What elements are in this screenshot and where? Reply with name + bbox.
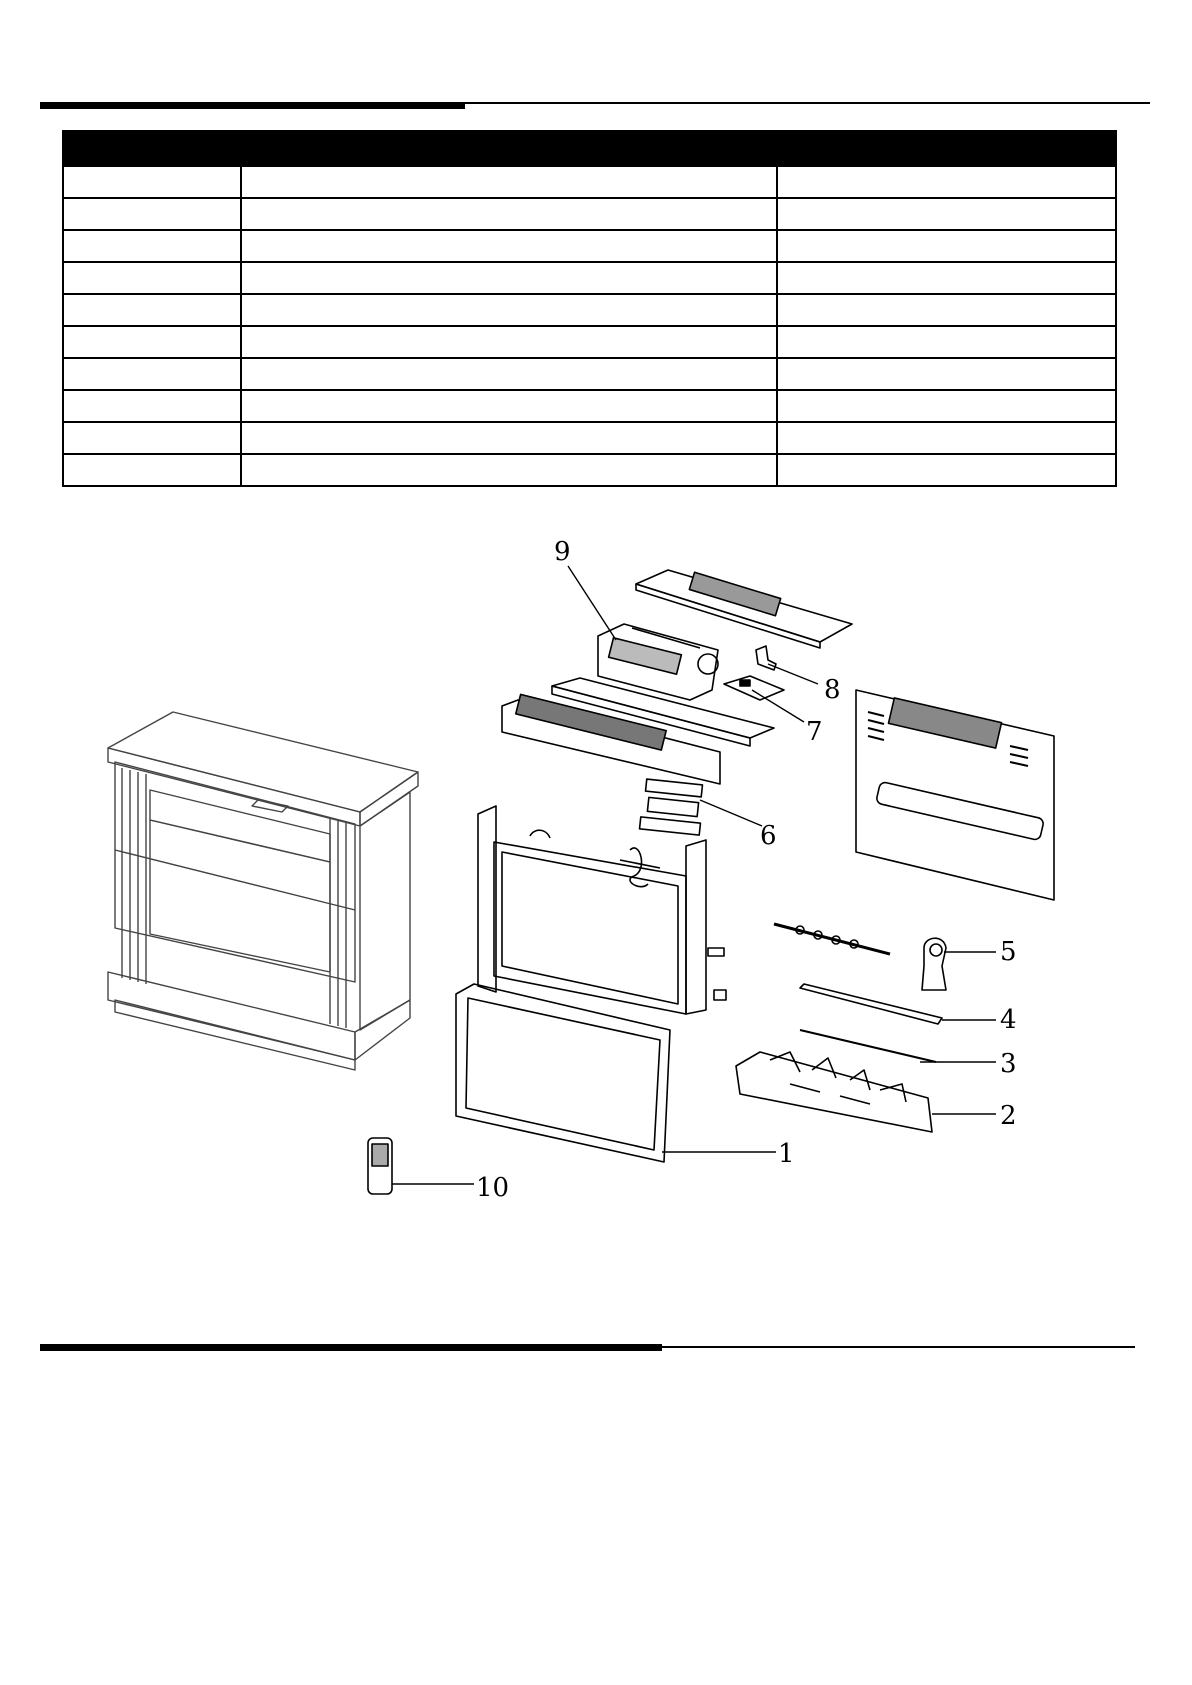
cell-no	[63, 198, 241, 230]
cell-qty	[777, 262, 1116, 294]
rod-part	[800, 1030, 936, 1062]
table-row	[63, 198, 1116, 230]
cell-qty	[777, 454, 1116, 486]
parts-table-header	[63, 131, 1116, 166]
log-set-part	[736, 1052, 932, 1132]
glass-frame-part	[456, 984, 670, 1162]
callout-2: 2	[1000, 1101, 1017, 1131]
front-grille-part	[502, 694, 720, 784]
cell-description	[241, 422, 777, 454]
back-panel-part	[856, 690, 1054, 900]
cell-qty	[777, 326, 1116, 358]
callout-9: 9	[554, 537, 571, 567]
cell-qty	[777, 230, 1116, 262]
table-row	[63, 166, 1116, 198]
cell-no	[63, 390, 241, 422]
callout-8: 8	[824, 675, 841, 705]
callout-1: 1	[778, 1139, 795, 1169]
callout-7: 7	[806, 717, 823, 747]
cell-description	[241, 262, 777, 294]
assembled-mantel-illustration	[108, 712, 418, 1070]
heater-unit-part	[598, 624, 718, 700]
cell-description	[241, 198, 777, 230]
cell-no	[63, 454, 241, 486]
header-qty	[777, 131, 1116, 166]
callout-5: 5	[1000, 937, 1017, 967]
cell-description	[241, 230, 777, 262]
table-row	[63, 422, 1116, 454]
table-row	[63, 390, 1116, 422]
table-row	[63, 358, 1116, 390]
control-panel-part	[640, 779, 703, 835]
cell-no	[63, 262, 241, 294]
cell-description	[241, 294, 777, 326]
cell-no	[63, 358, 241, 390]
cell-description	[241, 166, 777, 198]
cell-qty	[777, 294, 1116, 326]
cell-qty	[777, 422, 1116, 454]
reflector-strip-part	[800, 984, 942, 1024]
callout-6: 6	[760, 821, 777, 851]
cell-qty	[777, 390, 1116, 422]
section-rule-bottom-thin	[40, 1346, 1135, 1348]
cell-qty	[777, 166, 1116, 198]
firebox-frame-part	[478, 806, 706, 1014]
cell-qty	[777, 358, 1116, 390]
table-row	[63, 294, 1116, 326]
flame-rod-part	[774, 924, 890, 954]
control-board-part	[724, 676, 784, 700]
table-row	[63, 230, 1116, 262]
cell-no	[63, 294, 241, 326]
table-row	[63, 262, 1116, 294]
remote-control-part	[368, 1138, 392, 1194]
header-no	[63, 131, 241, 166]
clip-parts	[708, 948, 726, 1000]
cell-qty	[777, 198, 1116, 230]
parts-table	[62, 130, 1117, 487]
cell-description	[241, 390, 777, 422]
cell-description	[241, 326, 777, 358]
exploded-parts-diagram	[0, 520, 1192, 1220]
table-row	[63, 326, 1116, 358]
callout-4: 4	[1000, 1005, 1017, 1035]
section-rule-top-thin	[40, 102, 1150, 104]
flame-motor-part	[922, 938, 946, 990]
cell-description	[241, 454, 777, 486]
callout-3: 3	[1000, 1049, 1017, 1079]
callout-10: 10	[476, 1173, 510, 1203]
table-row	[63, 454, 1116, 486]
cell-no	[63, 166, 241, 198]
cell-no	[63, 422, 241, 454]
cell-description	[241, 358, 777, 390]
cell-no	[63, 230, 241, 262]
cell-no	[63, 326, 241, 358]
header-description	[241, 131, 777, 166]
